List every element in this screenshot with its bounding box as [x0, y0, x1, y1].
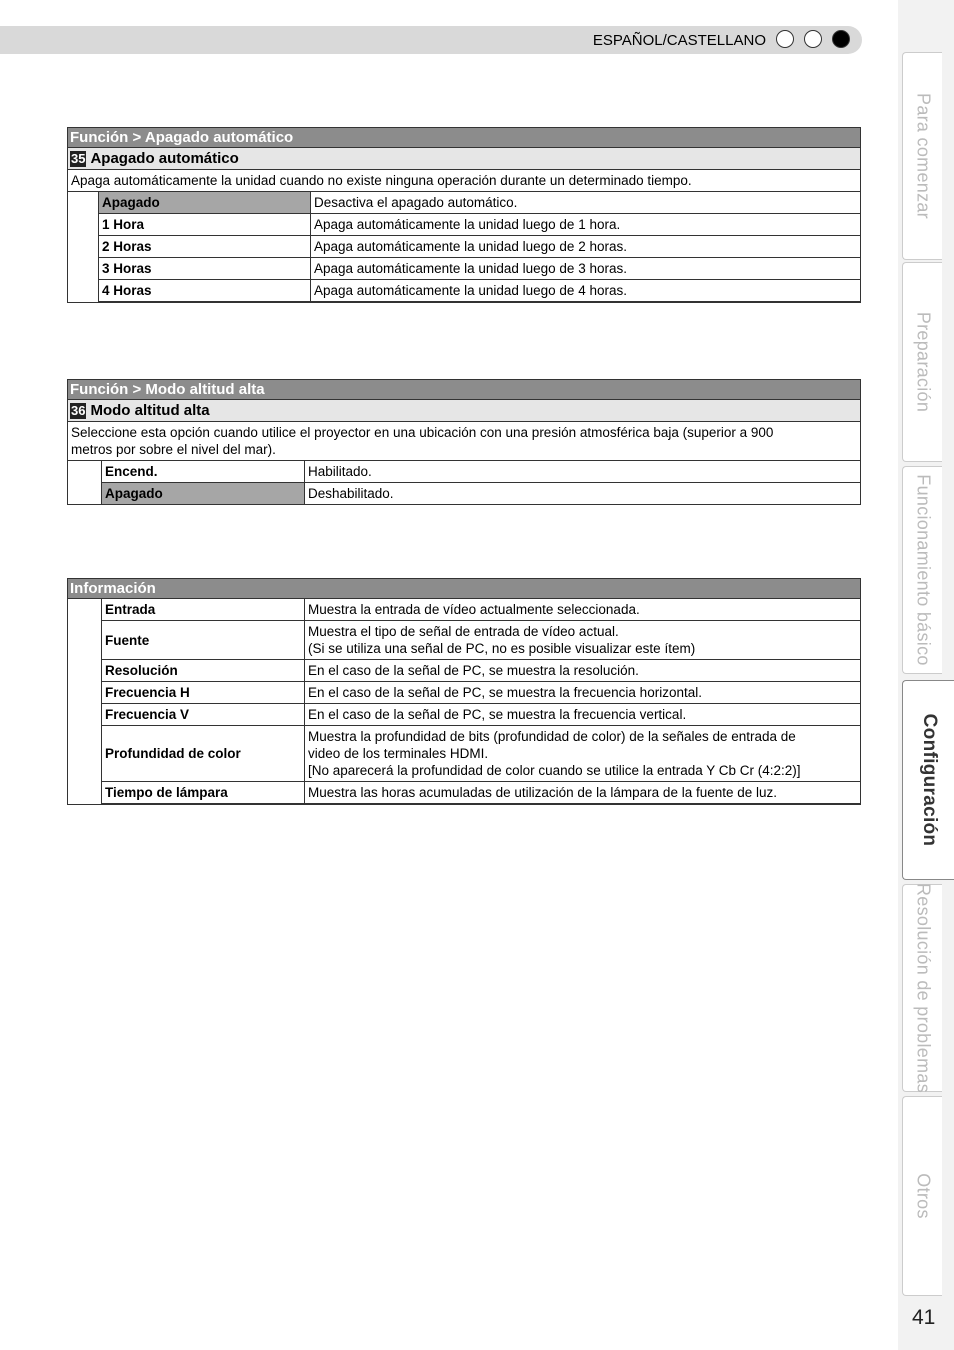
page-number: 41 [912, 1306, 936, 1329]
item-number-badge: 36 [71, 403, 86, 418]
tab-resolucion-de-problemas[interactable]: Resolución de problemas [902, 884, 942, 1092]
item-title: 36 Modo altitud alta [68, 400, 861, 422]
language-label: ESPAÑOL/CASTELLANO [592, 32, 766, 49]
table-row: Apagado Desactiva el apagado automático. [68, 192, 861, 214]
item-number-badge: 35 [71, 151, 86, 166]
circle-indicator-icon [804, 30, 822, 48]
table-row: 2 Horas Apaga automáticamente la unidad luego de 2 horas. [68, 236, 861, 258]
high-altitude-table [67, 379, 861, 505]
item-title: 35 Apagado automático [68, 148, 861, 170]
auto-off-table [67, 127, 861, 303]
table-row: 4 Horas Apaga automáticamente la unidad luego de 4 horas. [68, 280, 861, 303]
table-row: Entrada Muestra la entrada de vídeo actualmente seleccionada. [68, 599, 861, 621]
table-row: Profundidad de color Muestra la profundidad de bits (profundidad de color) de la señales de entrada de video de los terminales HDMI. [No aparecerá la profundidad de color cuando se utilice la entrada Y Cb Cr (4:2:2)] [68, 726, 861, 782]
table-row: Apagado Deshabilitado. [68, 483, 861, 505]
table-row: 3 Horas Apaga automáticamente la unidad luego de 3 horas. [68, 258, 861, 280]
language-bar [0, 26, 862, 54]
section-title: Información [68, 579, 861, 599]
table-row: Tiempo de lámpara Muestra las horas acumuladas de utilización de la lámpara de la fuente de luz. [68, 782, 861, 805]
tab-preparacion[interactable]: Preparación [902, 262, 942, 462]
section-title: Función > Apagado automático [68, 128, 861, 148]
tab-otros[interactable]: Otros [902, 1096, 942, 1296]
item-description: Seleccione esta opción cuando utilice el proyector en una ubicación con una presión atmosférica baja (superior a 900 metros por sobre el nivel del mar). [68, 422, 861, 461]
information-table [67, 578, 861, 805]
item-description: Apaga automáticamente la unidad cuando no existe ninguna operación durante un determinado tiempo. [68, 170, 861, 192]
section-title: Función > Modo altitud alta [68, 380, 861, 400]
table-row: Encend. Habilitado. [68, 461, 861, 483]
table-row: Fuente Muestra el tipo de señal de entrada de vídeo actual. (Si se utiliza una señal de PC, no es posible visualizar este ítem) [68, 621, 861, 660]
tab-configuracion[interactable]: Configuración [902, 680, 954, 880]
table-row: Frecuencia H En el caso de la señal de PC, se muestra la frecuencia horizontal. [68, 682, 861, 704]
filled-circle-indicator-icon [832, 30, 850, 48]
table-row: Resolución En el caso de la señal de PC, se muestra la resolución. [68, 660, 861, 682]
tab-funcionamiento-basico[interactable]: Funcionamiento básico [902, 466, 942, 674]
circle-indicator-icon [776, 30, 794, 48]
table-row: Frecuencia V En el caso de la señal de PC, se muestra la frecuencia vertical. [68, 704, 861, 726]
tab-para-comenzar[interactable]: Para comenzar [902, 52, 942, 260]
table-row: 1 Hora Apaga automáticamente la unidad luego de 1 hora. [68, 214, 861, 236]
